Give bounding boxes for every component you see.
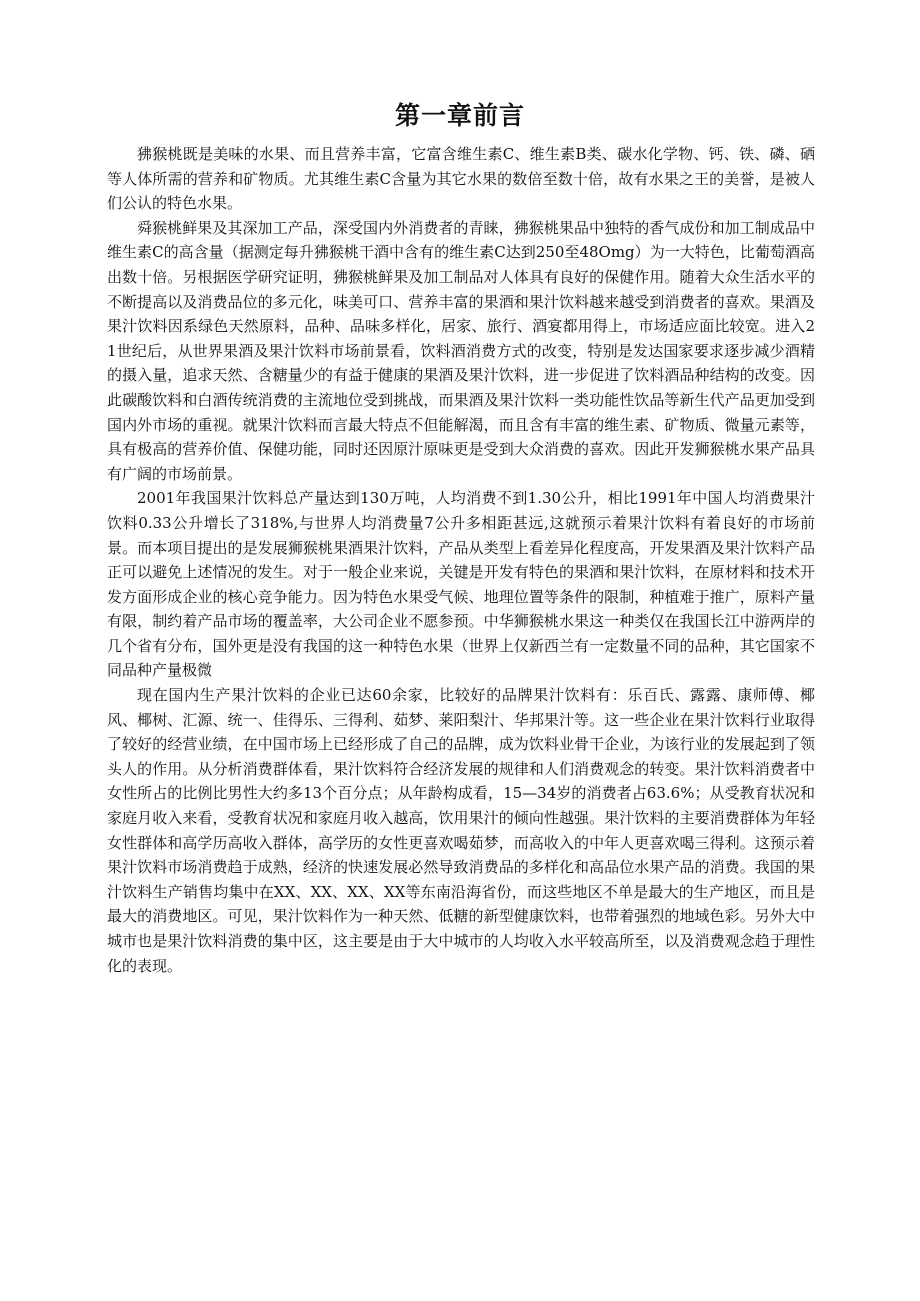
paragraph-2: 舜猴桃鲜果及其深加工产品，深受国内外消费者的青睐，狒猴桃果品中独特的香气成份和加工制成品中维生素C的高含量（据测定每升狒猴桃干酒中含有的维生素C达到250至48Omg）为一大特色，比葡萄酒高出数十倍。另根据医学研究证明，狒猴桃鲜果及加工制品对人体具有良好的保健作用。随着大众生活水平的不断提高以及消费品位的多元化，味美可口、营养丰富的果酒和果汁饮料越来越受到消费者的喜欢。果酒及果汁饮料因系绿色天然原料，品种、品味多样化，居家、旅行、酒宴都用得上，市场适应面比较宽。进入21世纪后，从世界果酒及果汁饮料市场前景看，饮料酒消费方式的改变，特别是发达国家要求逐步减少酒精的摄入量，追求天然、含糖量少的有益于健康的果酒及果汁饮料，进一步促进了饮料酒品种结构的改变。因此碳酸饮料和白酒传统消费的主流地位受到挑战，而果酒及果汁饮料一类功能性饮品等新生代产品更加受到国内外市场的重视。就果汁饮料而言最大特点不但能解渴，而且含有丰富的维生素、矿物质、微量元素等，具有极高的营养价值、保健功能，同时还因原汁原味更是受到大众消费的喜欢。因此开发狮猴桃水果产品具有广阔的市场前景。 <box>107 218 815 483</box>
paragraph-3: 2001年我国果汁饮料总产量达到130万吨，人均消费不到1.30公升，相比1991年中国人均消费果汁饮料0.33公升增长了318%,与世界人均消费量7公升多相距甚远,这就预示着果汁饮料有着良好的市场前景。而本项目提出的是发展狮猴桃果酒果汁饮料，产品从类型上看差异化程度高，开发果酒及果汁饮料产品正可以避免上述情况的发生。对于一般企业来说，关键是开发有特色的果酒和果汁饮料，在原材料和技术开发方面形成企业的核心竞争能力。因为特色水果受气候、地理位置等条件的限制，种植难于推广，原料产量有限，制约着产品市场的覆盖率，大公司企业不愿参预。中华狮猴桃水果这一种类仅在我国长江中游两岸的几个省有分布，国外更是没有我国的这一种特色水果（世界上仅新西兰有一定数量不同的品种，其它国家不同品种产量极微 <box>107 489 815 680</box>
chapter-title: 第一章前言 <box>394 101 525 130</box>
paragraph-1: 狒猴桃既是美味的水果、而且营养丰富，它富含维生素C、维生素B类、碳水化学物、钙、铁、磷、硒等人体所需的营养和矿物质。尤其维生素C含量为其它水果的数倍至数十倍，故有水果之王的美誉，是被人们公认的特色水果。 <box>107 145 815 213</box>
body-text <box>107 142 815 978</box>
paragraph-4: 现在国内生产果汁饮料的企业已达60余家，比较好的品牌果汁饮料有：乐百氏、露露、康师傅、椰风、椰树、汇源、统一、佳得乐、三得利、茹梦、莱阳梨汁、华邦果汁等。这一些企业在果汁饮料行业取得了较好的经营业绩，在中国市场上已经形成了自己的品牌，成为饮料业骨干企业，为该行业的发展起到了领头人的作用。从分析消费群体看，果汁饮料符合经济发展的规律和人们消费观念的转变。果汁饮料消费者中女性所占的比例比男性大约多13个百分点；从年龄构成看，15—34岁的消费者占63.6%；从受教育状况和家庭月收入来看，受教育状况和家庭月收入越高，饮用果汁的倾向性越强。果汁饮料的主要消费群体为年轻女性群体和高学历高收入群体，高学历的女性更喜欢喝茹梦，而高收入的中年人更喜欢喝三得利。这预示着果汁饮料市场消费趋于成熟，经济的快速发展必然导致消费品的多样化和高品位水果产品的消费。我国的果汁饮料生产销售均集中在XX、XX、XX、XX等东南沿海省份，而这些地区不单是最大的生产地区，而且是最大的消费地区。可见，果汁饮料作为一种天然、低糖的新型健康饮料，也带着强烈的地域色彩。另外大中城市也是果汁饮料消费的集中区，这主要是由于大中城市的人均收入水平较高所至，以及消费观念趋于理性化的表现。 <box>107 686 815 975</box>
